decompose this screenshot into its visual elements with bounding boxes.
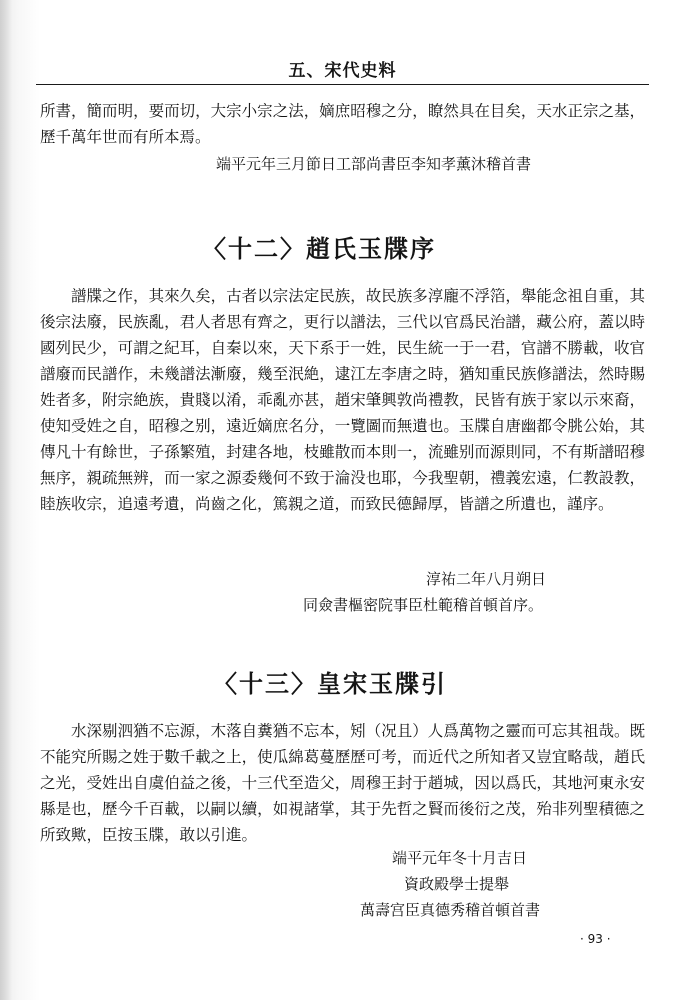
header-rule <box>36 84 649 85</box>
intro-continuation: 所書，簡而明，要而切，大宗小宗之法，嫡庶昭穆之分，瞭然具在目矣，天水正宗之基，歷千萬年世而有所本焉。 <box>40 102 645 146</box>
section-13-signature: 萬壽宫臣真德秀稽首頓首書 <box>360 901 541 919</box>
section-13-title: 〈十三〉皇宋玉牒引 <box>213 669 447 698</box>
section-12-body: 譜牒之作，其來久矣，古者以宗法定民族，故民族多淳龐不浮箔，舉能念祖自重，其後宗法廢，民族亂，君人者思有齊之，更行以譜法，三代以官爲民治譜，藏公府，蓋以時國列民少，可謂之紀耳，自秦以來，天下系于一姓，民生統一于一君，官譜不勝載，收官譜廢而民譜作，未幾譜法漸廢，幾至泯絶，逮江左李唐之時，猶知重民族修譜法，然時賜姓者多，附宗絶族，貴賤以淆，乖亂亦甚，趙宋肇興敦尚禮教，民皆有族于家以示來裔，使知受姓之自，昭穆之别，遠近嫡庶名分，一覽圖而無遺也。玉牒自唐幽都令朓公始，其傳凡十有餘世，子孫繁殖，封建各地，枝雖散而本則一，流雖别而源則同，不有斯譜昭穆無序，親疏無辨，而一家之源委幾何不致于淪没也耶，今我聖朝，禮義宏遠，仁教設教，睦族收宗，追遠考遺，尚齒之化，篤親之道，而致民德歸厚，皆譜之所遺也，謹序。 <box>40 287 645 513</box>
section-12-date: 淳祐二年八月朔日 <box>426 570 547 588</box>
intro-signature: 端平元年三月節日工部尚書臣李知孝薰沐稽首書 <box>216 155 532 173</box>
section-13-title-line: 資政殿學士提舉 <box>404 875 510 893</box>
section-12-title: 〈十二〉趙氏玉牒序 <box>202 234 436 263</box>
page-number: · 93 · <box>580 932 611 946</box>
section-12-signature: 同僉書樞密院事臣杜範稽首頓首序。 <box>303 596 544 614</box>
section-13-body: 水深剔泗猶不忘源，木落自糞猶不忘本，矧（况且）人爲萬物之靈而可忘其祖哉。既不能究所賜之姓于數千載之上，使瓜綿葛蔓歷歷可考，而近代之所知者又豈宜略哉，趙氏之光，受姓出自虞伯益之後，十三代至造父，周穆王封于趙城，因以爲氏，其地河東永安縣是也，歷今千百載，以嗣以續，如視諸掌，其于先哲之賢而後衍之茂，殆非列聖積德之所致歟，臣按玉牒，敢以引進。 <box>40 722 645 844</box>
section-13-date: 端平元年冬十月吉日 <box>392 849 528 867</box>
running-head: 五、宋代史料 <box>288 61 397 81</box>
binding-shadow <box>0 0 12 1000</box>
